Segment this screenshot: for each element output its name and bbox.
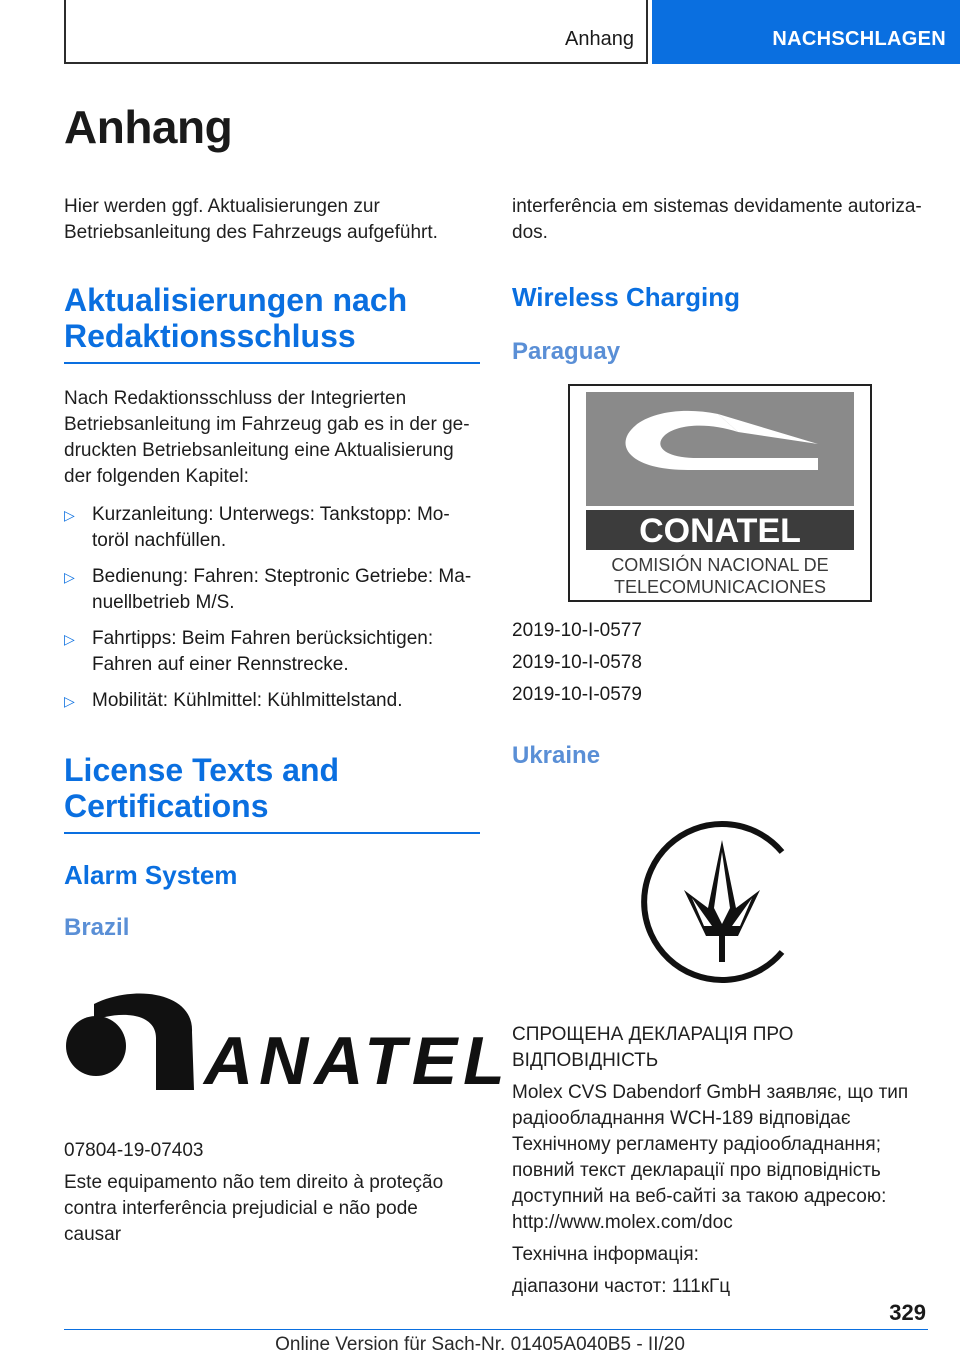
- certificate-number: 2019-10-I-0577: [512, 620, 642, 641]
- anatel-logo-text: ANATEL: [204, 1023, 511, 1099]
- list-item-text: Bedienung: Fahren: Steptronic Getriebe: Manuellbetrieb M/S.: [92, 566, 472, 613]
- license-heading: License Texts and Certifications: [64, 752, 480, 834]
- triangle-bullet-icon: ▷: [64, 631, 75, 647]
- section-tab[interactable]: [64, 0, 648, 64]
- ukraine-frequency: діапазони частот: 111кГц: [512, 1276, 731, 1297]
- certificate-number: 2019-10-I-0578: [512, 652, 642, 673]
- anatel-paragraph: Este equipamento não tem direito à proteção contra interferência prejudicial e não pode causar: [64, 1172, 444, 1245]
- chapter-tab-label: NACHSCHLAGEN: [772, 28, 946, 50]
- list-item: [64, 502, 480, 554]
- ukraine-declaration-title: СПРОЩЕНА ДЕКЛАРАЦІЯ ПРО ВІДПОВІДНІСТЬ: [512, 1024, 794, 1071]
- ukraine-conformity-mark-icon: [632, 812, 812, 992]
- triangle-bullet-icon: ▷: [64, 569, 75, 585]
- brazil-heading: Brazil: [64, 914, 130, 941]
- continued-paragraph: interferência em sistemas devidamente autorizados.: [512, 196, 922, 243]
- anatel-number: 07804-19-07403: [64, 1140, 204, 1161]
- conatel-logo: [568, 384, 872, 602]
- page-title: Anhang: [64, 101, 233, 153]
- triangle-bullet-icon: ▷: [64, 507, 75, 523]
- wireless-charging-heading: Wireless Charging: [512, 282, 741, 312]
- paraguay-heading: Paraguay: [512, 338, 621, 365]
- ukraine-heading: Ukraine: [512, 742, 601, 769]
- anatel-logo: [64, 986, 511, 1116]
- list-item-text: Fahrtipps: Beim Fahren berücksichtigen: Fahren auf einer Rennstrecke.: [92, 628, 434, 675]
- conatel-sub1: COMISIÓN NACIONAL DE: [611, 555, 829, 575]
- list-item: [64, 564, 480, 616]
- footer-divider: [64, 1329, 928, 1330]
- updates-paragraph: Nach Redaktionsschluss der Integrierten Betriebsanleitung im Fahrzeug gab es in der gedruckten Betriebsanleitung eine Aktualisierung der folgenden Kapitel:: [64, 388, 470, 487]
- certificate-number: 2019-10-I-0579: [512, 684, 642, 705]
- intro-paragraph: Hier werden ggf. Aktualisierungen zur Betriebsanleitung des Fahrzeugs aufgeführt.: [64, 196, 438, 243]
- list-item-text: Mobilität: Kühlmittel: Kühlmittelstand.: [92, 690, 403, 711]
- page-number: 329: [889, 1300, 926, 1325]
- alarm-system-heading: Alarm System: [64, 860, 238, 890]
- page-header: [0, 0, 960, 66]
- ukraine-declaration-text: Molex CVS Dabendorf GmbH заявляє, що тип радіообладнання WCH-189 відповідає Технічному регламенту радіообладнання; повний текст декларації про відповідність доступний на веб-сайті за такою адресою: http://www.molex.com/doc: [512, 1082, 909, 1233]
- paraguay-numbers: [512, 618, 928, 708]
- left-column: [64, 194, 511, 1248]
- chapter-tab[interactable]: [652, 0, 960, 64]
- conatel-sub2: TELECOMUNICACIONES: [613, 577, 827, 597]
- conatel-logo-text: CONATEL: [639, 512, 801, 550]
- section-tab-label: Anhang: [565, 28, 634, 50]
- list-item: [64, 626, 480, 678]
- updates-heading: Aktualisierungen nach Redaktionsschluss: [64, 282, 480, 364]
- list-item: [64, 688, 480, 714]
- ukraine-info-label: Технічна інформація:: [512, 1244, 699, 1265]
- updates-list: [64, 502, 480, 714]
- triangle-bullet-icon: ▷: [64, 693, 75, 709]
- right-column: [512, 194, 928, 1300]
- footer-version-text: Online Version für Sach-Nr. 01405A040B5 - II/20: [275, 1334, 685, 1355]
- list-item-text: Kurzanleitung: Unterwegs: Tankstopp: Motoröl nachfüllen.: [92, 504, 450, 551]
